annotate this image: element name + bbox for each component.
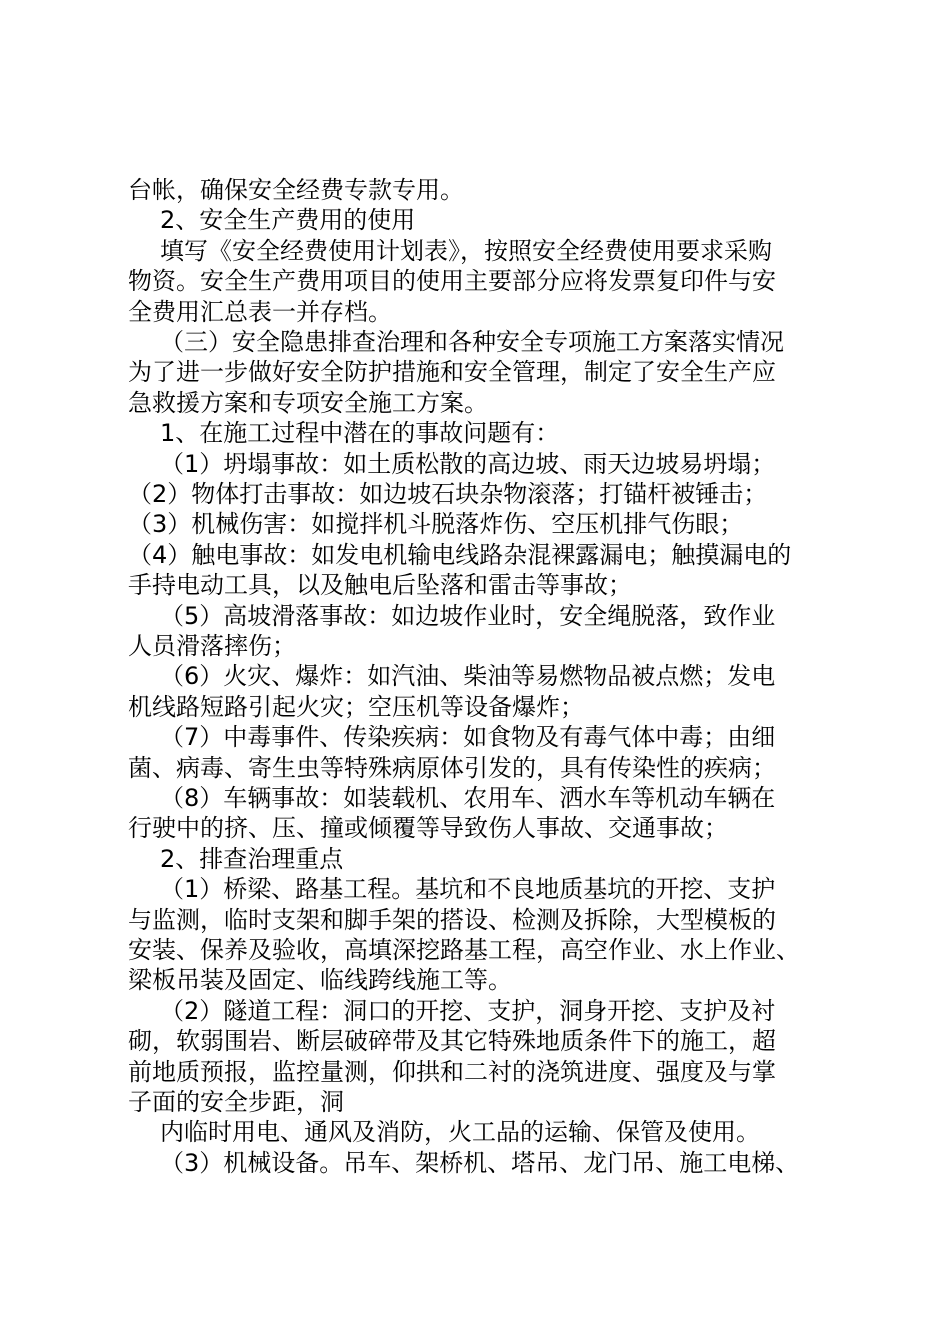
text-line: 填写《安全经费使用计划表》，按照安全经费使用要求采购 xyxy=(160,237,772,265)
text-line: 全费用汇总表一并存档。 xyxy=(128,298,392,326)
text-line: 人员滑落摔伤； xyxy=(128,632,296,660)
list-item: （3）机械设备。吊车、架桥机、塔吊、龙门吊、施工电梯、 xyxy=(160,1149,800,1177)
list-item: （6）火灾、爆炸：如汽油、柴油等易燃物品被点燃；发电 xyxy=(160,662,776,690)
list-item: （4）触电事故：如发电机输电线路杂混裸露漏电；触摸漏电的 xyxy=(128,541,792,569)
list-item: （2）物体打击事故：如边坡石块杂物滚落；打锚杆被锤击； xyxy=(128,480,768,508)
list-item: （1）桥梁、路基工程。基坑和不良地质基坑的开挖、支护 xyxy=(160,875,776,903)
text-line: 物资。安全生产费用项目的使用主要部分应将发票复印件与安 xyxy=(128,267,776,295)
text-line: 为了进一步做好安全防护措施和安全管理，制定了安全生产应 xyxy=(128,358,776,386)
text-line: 菌、病毒、寄生虫等特殊病原体引发的，具有传染性的疾病； xyxy=(128,754,776,782)
text-line: 砌，软弱围岩、断层破碎带及其它特殊地质条件下的施工，超 xyxy=(128,1027,776,1055)
list-item: （8）车辆事故：如装载机、农用车、洒水车等机动车辆在 xyxy=(160,784,776,812)
list-item: （7）中毒事件、传染疾病：如食物及有毒气体中毒；由细 xyxy=(160,723,776,751)
section-heading: （三）安全隐患排查治理和各种安全专项施工方案落实情况 xyxy=(160,328,784,356)
list-item: （5）高坡滑落事故：如边坡作业时，安全绳脱落，致作业 xyxy=(160,602,776,630)
text-line: 与监测，临时支架和脚手架的搭设、检测及拆除，大型模板的 xyxy=(128,906,776,934)
text-line: 急救援方案和专项安全施工方案。 xyxy=(128,389,488,417)
section-heading: 1、在施工过程中潜在的事故问题有： xyxy=(160,419,560,447)
text-line: 台帐，确保安全经费专款专用。 xyxy=(128,176,464,204)
list-item: （3）机械伤害：如搅拌机斗脱落炸伤、空压机排气伤眼； xyxy=(128,510,744,538)
section-heading: 2、安全生产费用的使用 xyxy=(160,206,416,234)
text-line: 内临时用电、通风及消防，火工品的运输、保管及使用。 xyxy=(160,1118,760,1146)
text-line: 行驶中的挤、压、撞或倾覆等导致伤人事故、交通事故； xyxy=(128,814,728,842)
text-line: 前地质预报，监控量测，仰拱和二衬的浇筑进度、强度及与掌 xyxy=(128,1058,776,1086)
text-line: 子面的安全步距，洞 xyxy=(128,1088,344,1116)
list-item: （2）隧道工程：洞口的开挖、支护，洞身开挖、支护及衬 xyxy=(160,997,776,1025)
section-heading: 2、排查治理重点 xyxy=(160,845,344,873)
text-line: 梁板吊装及固定、临线跨线施工等。 xyxy=(128,966,512,994)
text-line: 机线路短路引起火灾；空压机等设备爆炸； xyxy=(128,693,584,721)
text-line: 安装、保养及验收，高填深挖路基工程，高空作业、水上作业、 xyxy=(128,936,800,964)
list-item: （1）坍塌事故：如土质松散的高边坡、雨天边坡易坍塌； xyxy=(160,450,776,478)
text-line: 手持电动工具，以及触电后坠落和雷击等事故； xyxy=(128,571,632,599)
